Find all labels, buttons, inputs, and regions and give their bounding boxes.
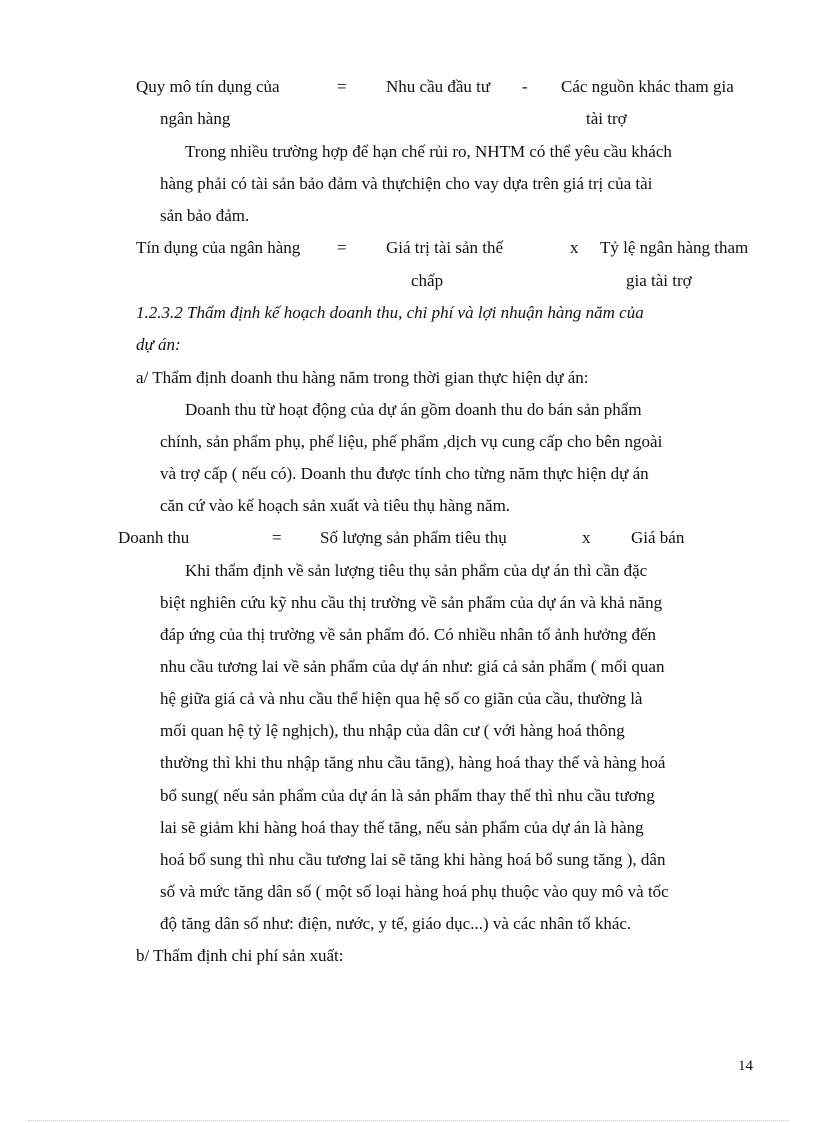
section-heading-cont: dự án:	[136, 335, 181, 354]
formula3-term2: Giá bán	[631, 528, 685, 547]
subsection-b: b/ Thẩm định chi phí sản xuất:	[136, 946, 344, 965]
para3-line: đáp ứng của thị trường về sản phẩm đó. Có nhiều nhân tố ảnh hưởng đến	[160, 625, 657, 644]
formula1-term2-cont: tài trợ	[586, 109, 627, 128]
formula1-minus: -	[522, 77, 528, 96]
subsection-a: a/ Thẩm định doanh thu hàng năm trong thời gian thực hiện dự án:	[136, 368, 589, 387]
page-number: 14	[738, 1058, 753, 1074]
para3-line: hệ giữa giá cả và nhu cầu thể hiện qua hệ số co giãn của cầu, thường là	[160, 689, 643, 708]
formula2-term1: Giá trị tài sản thế	[386, 238, 504, 257]
para3-line: độ tăng dân số như: điện, nước, y tế, giáo dục...) và các nhân tố khác.	[160, 914, 632, 933]
para3-line: nhu cầu tương lai về sản phẩm của dự án như: giá cả sản phẩm ( mối quan	[160, 657, 665, 676]
para3-line: Khi thẩm định về sản lượng tiêu thụ sản phẩm của dự án thì cần đặc	[185, 561, 648, 580]
formula1-label: Quy mô tín dụng của	[136, 77, 280, 96]
para1-line: hàng phải có tài sản bảo đảm và thựchiện cho vay dựa trên giá trị của tài	[160, 174, 653, 193]
para3-line: mối quan hệ tỷ lệ nghịch), thu nhập của dân cư ( với hàng hoá thông	[160, 721, 625, 740]
para3-line: hoá bổ sung thì nhu cầu tương lai sẽ tăng khi hàng hoá bổ sung tăng ), dân	[160, 850, 666, 869]
para3-line: bổ sung( nếu sản phẩm của dự án là sản phẩm thay thế thì nhu cầu tương	[160, 786, 655, 805]
formula2-times: x	[570, 238, 579, 257]
section-heading: 1.2.3.2 Thẩm định kế hoạch doanh thu, chi phí và lợi nhuận hàng năm của	[136, 303, 644, 322]
para2-line: Doanh thu từ hoạt động của dự án gồm doanh thu do bán sản phẩm	[185, 400, 642, 419]
para1-line: Trong nhiều trường hợp để hạn chế rủi ro, NHTM có thể yêu cầu khách	[185, 142, 672, 161]
formula3-term1: Số lượng sản phẩm tiêu thụ	[320, 528, 507, 547]
formula3-label: Doanh thu	[118, 528, 190, 547]
para2-line: căn cứ vào kế hoạch sản xuất và tiêu thụ hàng năm.	[160, 496, 511, 515]
para2-line: chính, sản phẩm phụ, phế liệu, phế phẩm ,dịch vụ cung cấp cho bên ngoài	[160, 432, 663, 451]
formula1-term2: Các nguồn khác tham gia	[561, 77, 734, 96]
para3-line: số và mức tăng dân số ( một số loại hàng hoá phụ thuộc vào quy mô và tốc	[160, 882, 669, 901]
formula2-term2: Tỷ lệ ngân hàng tham	[600, 238, 749, 257]
para3-line: biệt nghiên cứu kỹ nhu cầu thị trường về sản phẩm của dự án và khả năng	[160, 593, 663, 612]
formula1-term1: Nhu cầu đầu tư	[386, 77, 491, 96]
formula2-term1-cont: chấp	[411, 271, 444, 290]
formula1-equals: =	[337, 77, 347, 96]
para1-line: sản bảo đảm.	[160, 206, 250, 225]
formula2-equals: =	[337, 238, 347, 257]
page-bottom-divider	[28, 1120, 788, 1121]
para3-line: lai sẽ giảm khi hàng hoá thay thế tăng, nếu sản phẩm của dự án là hàng	[160, 818, 644, 837]
formula3-times: x	[582, 528, 591, 547]
formula1-label-cont: ngân hàng	[160, 109, 231, 128]
formula3-equals: =	[272, 528, 282, 547]
formula2-term2-cont: gia tài trợ	[626, 271, 692, 290]
formula2-label: Tín dụng của ngân hàng	[136, 238, 301, 257]
para3-line: thường thì khi thu nhập tăng nhu cầu tăng), hàng hoá thay thế và hàng hoá	[160, 753, 666, 772]
para2-line: và trợ cấp ( nếu có). Doanh thu được tính cho từng năm thực hiện dự án	[160, 464, 649, 483]
